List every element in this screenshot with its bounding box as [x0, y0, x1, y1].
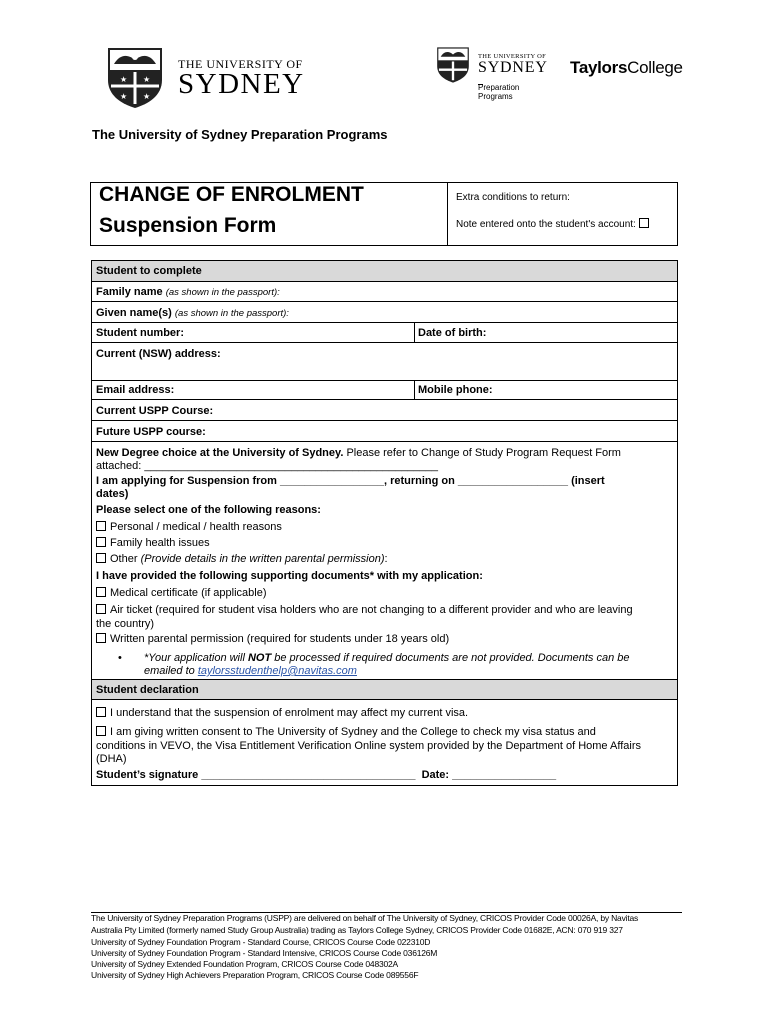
note-entered-label: Note entered onto the student's account: — [456, 218, 653, 230]
suspension-dates-note: dates) — [96, 488, 129, 500]
checkbox-icon — [96, 537, 106, 547]
small-crest-icon — [436, 46, 470, 84]
checkbox-icon — [96, 633, 106, 643]
doc-air-ticket-continued: the country) — [96, 618, 155, 630]
preparation-text: Preparation — [478, 83, 520, 92]
preparation-programs-logo — [436, 46, 566, 110]
doc-parental-permission-checkbox[interactable]: Written parental permission (required for students under 18 years old) — [96, 633, 671, 646]
footer-line-5: University of Sydney Extended Foundation Program, CRICOS Course Code 048302A — [91, 959, 399, 969]
reason-personal-checkbox[interactable]: Personal / medical / health reasons — [96, 521, 671, 534]
reason-other-checkbox[interactable]: Other (Provide details in the written parental permission): — [96, 553, 671, 566]
footer-line-1: The University of Sydney Preparation Programs (USPP) are delivered on behalf of The University of Sydney, CRICOS Provider Code 00026A, by Navitas — [91, 913, 639, 923]
logo-sydney-text: SYDNEY — [178, 68, 305, 100]
doc-medical-checkbox[interactable]: Medical certificate (if applicable) — [96, 587, 671, 600]
declaration-visa-checkbox[interactable]: I understand that the suspension of enrolment may affect my current visa. — [96, 707, 671, 720]
signature-date-row — [96, 769, 671, 782]
reason-family-checkbox[interactable]: Family health issues — [96, 537, 671, 550]
declaration-vevo-checkbox[interactable]: I am giving written consent to The University of Sydney and the College to check my visa status and — [96, 726, 671, 739]
footer-line-4: University of Sydney Foundation Program - Standard Intensive, CRICOS Course Code 036126M — [91, 948, 438, 958]
form-title: CHANGE OF ENROLMENT — [99, 183, 364, 206]
student-number-row — [92, 323, 677, 343]
doc-air-ticket-checkbox[interactable]: Air ticket (required for student visa holders who are not changing to a different provider and who are leaving — [96, 604, 671, 617]
date-of-birth-field[interactable]: Date of birth: — [418, 327, 487, 339]
degree-choice-text: New Degree choice at the University of Sydney. Please refer to Change of Study Program Request Form — [96, 447, 621, 459]
checkbox-icon — [96, 553, 106, 563]
application-form — [91, 260, 678, 786]
email-mobile-row — [92, 381, 677, 400]
extra-conditions-label: Extra conditions to return: — [456, 192, 570, 203]
small-logo-the-university-text: THE UNIVERSITY OF — [478, 53, 547, 60]
logo-the-university-text: THE UNIVERSITY OF — [178, 57, 303, 71]
future-course-field[interactable]: Future USPP course: — [92, 421, 677, 442]
documents-heading: I have provided the following supporting documents* with my application: — [96, 570, 483, 582]
org-title: The University of Sydney Preparation Programs — [92, 127, 388, 142]
svg-text:★: ★ — [143, 92, 151, 101]
declaration-vevo-line3: (DHA) — [96, 753, 127, 765]
suspension-dates-field[interactable]: I am applying for Suspension from _________________, returning on __________________ (insert — [96, 475, 605, 487]
note-entered-checkbox[interactable] — [639, 218, 649, 228]
footer-line-6: University of Sydney High Achievers Preparation Program, CRICOS Course Code 089556F — [91, 970, 419, 980]
small-logo-sydney-text: SYDNEY — [478, 59, 548, 76]
declaration-vevo-line2: conditions in VEVO, the Visa Entitlement Verification Online system provided by the Department of Home Affairs — [96, 740, 641, 752]
taylors-college-logo: TaylorsCollege — [570, 58, 683, 77]
date-field[interactable]: Date: _________________ — [421, 769, 557, 781]
documents-email-note: emailed to taylorsstudenthelp@navitas.com — [144, 665, 357, 677]
bullet-icon: • — [118, 652, 122, 664]
checkbox-icon — [96, 521, 106, 531]
email-field[interactable]: Email address: — [96, 384, 175, 396]
current-course-field[interactable]: Current USPP Course: — [92, 400, 677, 421]
reason-heading: Please select one of the following reasons: — [96, 504, 321, 516]
svg-text:★: ★ — [143, 75, 151, 84]
student-number-field[interactable]: Student number: — [96, 327, 184, 339]
checkbox-icon — [96, 726, 106, 736]
form-title-box — [90, 182, 678, 246]
student-signature-field[interactable]: Student’s signature ___________________________________ — [96, 769, 416, 781]
degree-attached-field[interactable]: attached: ________________________________________________ — [96, 460, 438, 472]
university-crest-icon — [106, 46, 164, 110]
section-header-student-declaration: Student declaration — [92, 680, 677, 700]
form-subtitle: Suspension Form — [99, 214, 277, 237]
help-email-link[interactable]: taylorsstudenthelp@navitas.com — [197, 665, 357, 677]
svg-text:★: ★ — [120, 75, 128, 84]
given-names-field[interactable]: Given name(s) (as shown in the passport): — [92, 302, 677, 323]
footer-line-2: Australia Pty Limited (formerly named Study Group Australia) trading as Taylors College Sydney, CRICOS Provider Code 01682E, ACN: 070 919 327 — [91, 925, 623, 935]
programs-text: Programs — [478, 92, 513, 101]
checkbox-icon — [96, 707, 106, 717]
mobile-phone-field[interactable]: Mobile phone: — [418, 384, 493, 396]
checkbox-icon — [96, 587, 106, 597]
checkbox-icon — [96, 604, 106, 614]
documents-warning-note: *Your application will NOT be processed if required documents are not provided. Documents can be — [144, 652, 630, 664]
svg-text:★: ★ — [120, 92, 128, 101]
footer-line-3: University of Sydney Foundation Program - Standard Course, CRICOS Course Code 022310D — [91, 937, 431, 947]
section-header-student-to-complete: Student to complete — [92, 261, 677, 282]
university-of-sydney-logo — [106, 46, 306, 110]
current-address-field[interactable]: Current (NSW) address: — [92, 343, 677, 381]
family-name-field[interactable]: Family name (as shown in the passport): — [92, 282, 677, 302]
